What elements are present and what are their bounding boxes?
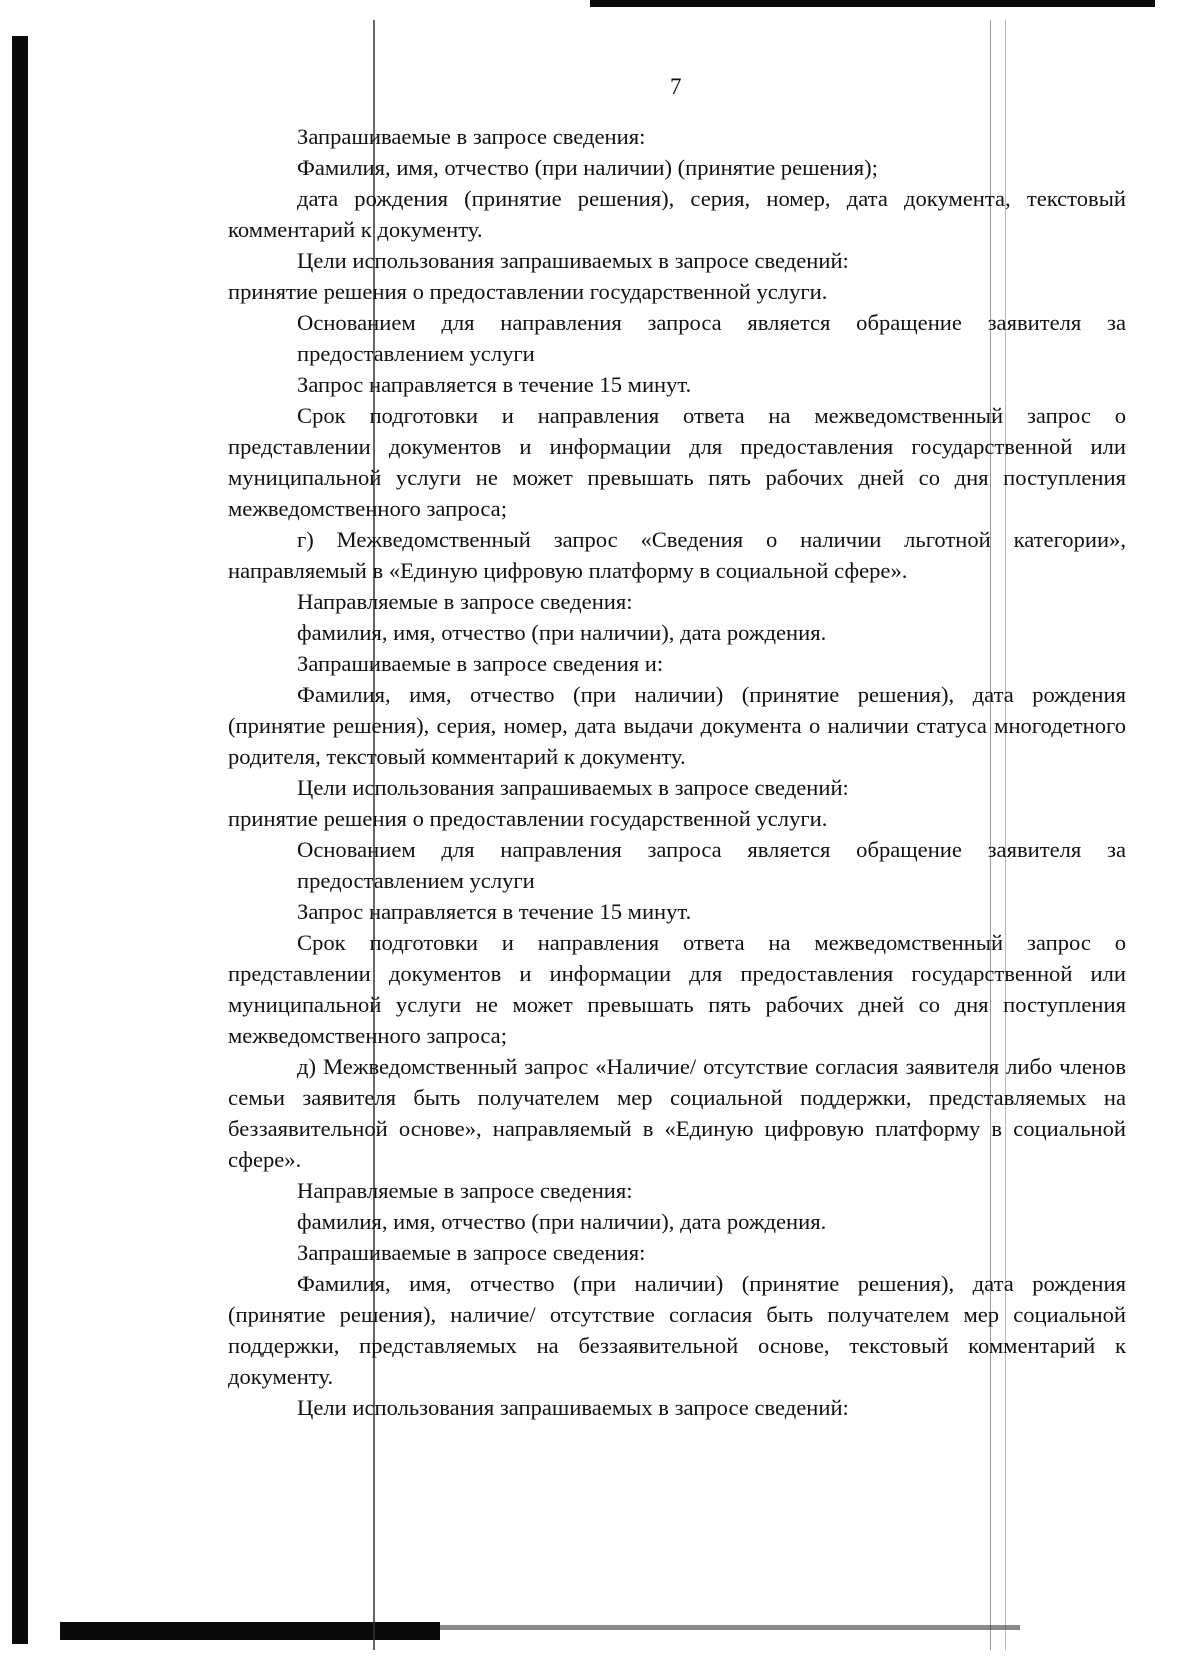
paragraph: Основанием для направления запроса является обращение заявителя за предоставлением услуги	[297, 310, 1126, 366]
paragraph: Направляемые в запросе сведения:	[297, 1178, 633, 1203]
scan-border-left	[12, 36, 28, 1644]
scan-border-bottom	[60, 1622, 440, 1640]
paragraph: Фамилия, имя, отчество (при наличии) (принятие решения), дата рождения (принятие решения), наличие/ отсутствие согласия быть получателем мер социальной поддержки, представляемых на беззаявительной основе, текстовый комментарий к документу.	[228, 1271, 1126, 1389]
paragraph: Направляемые в запросе сведения:	[297, 589, 633, 614]
paragraph: Цели использования запрашиваемых в запросе сведений:	[297, 775, 849, 800]
page-number: 7	[670, 74, 682, 99]
paragraph: фамилия, имя, отчество (при наличии), дата рождения.	[297, 1209, 827, 1234]
paragraph: Запрашиваемые в запросе сведения:	[297, 1240, 646, 1265]
paragraph: Запрос направляется в течение 15 минут.	[297, 899, 692, 924]
paragraph: Цели использования запрашиваемых в запросе сведений:	[297, 248, 849, 273]
paragraph: дата рождения (принятие решения), серия, номер, дата документа, текстовый комментарий к документу.	[228, 186, 1126, 242]
paragraph: Основанием для направления запроса является обращение заявителя за предоставлением услуги	[297, 837, 1126, 893]
paragraph: Запрашиваемые в запросе сведения:	[297, 124, 646, 149]
paragraph: Фамилия, имя, отчество (при наличии) (принятие решения), дата рождения (принятие решения), серия, номер, дата выдачи документа о наличии статуса многодетного родителя, текстовый комментарий к документу.	[228, 682, 1126, 769]
paragraph: Фамилия, имя, отчество (при наличии) (принятие решения);	[297, 155, 878, 180]
paragraph: фамилия, имя, отчество (при наличии), дата рождения.	[297, 620, 827, 645]
document-body	[228, 121, 1126, 1423]
scan-border-bottom-thin	[440, 1625, 1020, 1630]
paragraph: Цели использования запрашиваемых в запросе сведений:	[297, 1395, 849, 1420]
paragraph: Запрос направляется в течение 15 минут.	[297, 372, 692, 397]
scan-border-top	[590, 0, 1155, 7]
paragraph: Срок подготовки и направления ответа на межведомственный запрос о представлении документов и информации для предоставления государственной или муниципальной услуги не может превышать пять рабочих дней со дня поступления межведомственного запроса;	[228, 403, 1126, 521]
paragraph: Срок подготовки и направления ответа на межведомственный запрос о представлении документов и информации для предоставления государственной или муниципальной услуги не может превышать пять рабочих дней со дня поступления межведомственного запроса;	[228, 930, 1126, 1048]
paragraph: принятие решения о предоставлении государственной услуги.	[228, 279, 828, 304]
paragraph: г) Межведомственный запрос «Сведения о наличии льготной категории», направляемый в «Единую цифровую платформу в социальной сфере».	[228, 527, 1126, 583]
paragraph: принятие решения о предоставлении государственной услуги.	[228, 806, 828, 831]
paragraph: д) Межведомственный запрос «Наличие/ отсутствие согласия заявителя либо членов семьи заявителя быть получателем мер социальной поддержки, представляемых на беззаявительной основе», направляемый в «Единую цифровую платформу в социальной сфере».	[228, 1054, 1126, 1172]
paragraph: Запрашиваемые в запросе сведения и:	[297, 651, 664, 676]
